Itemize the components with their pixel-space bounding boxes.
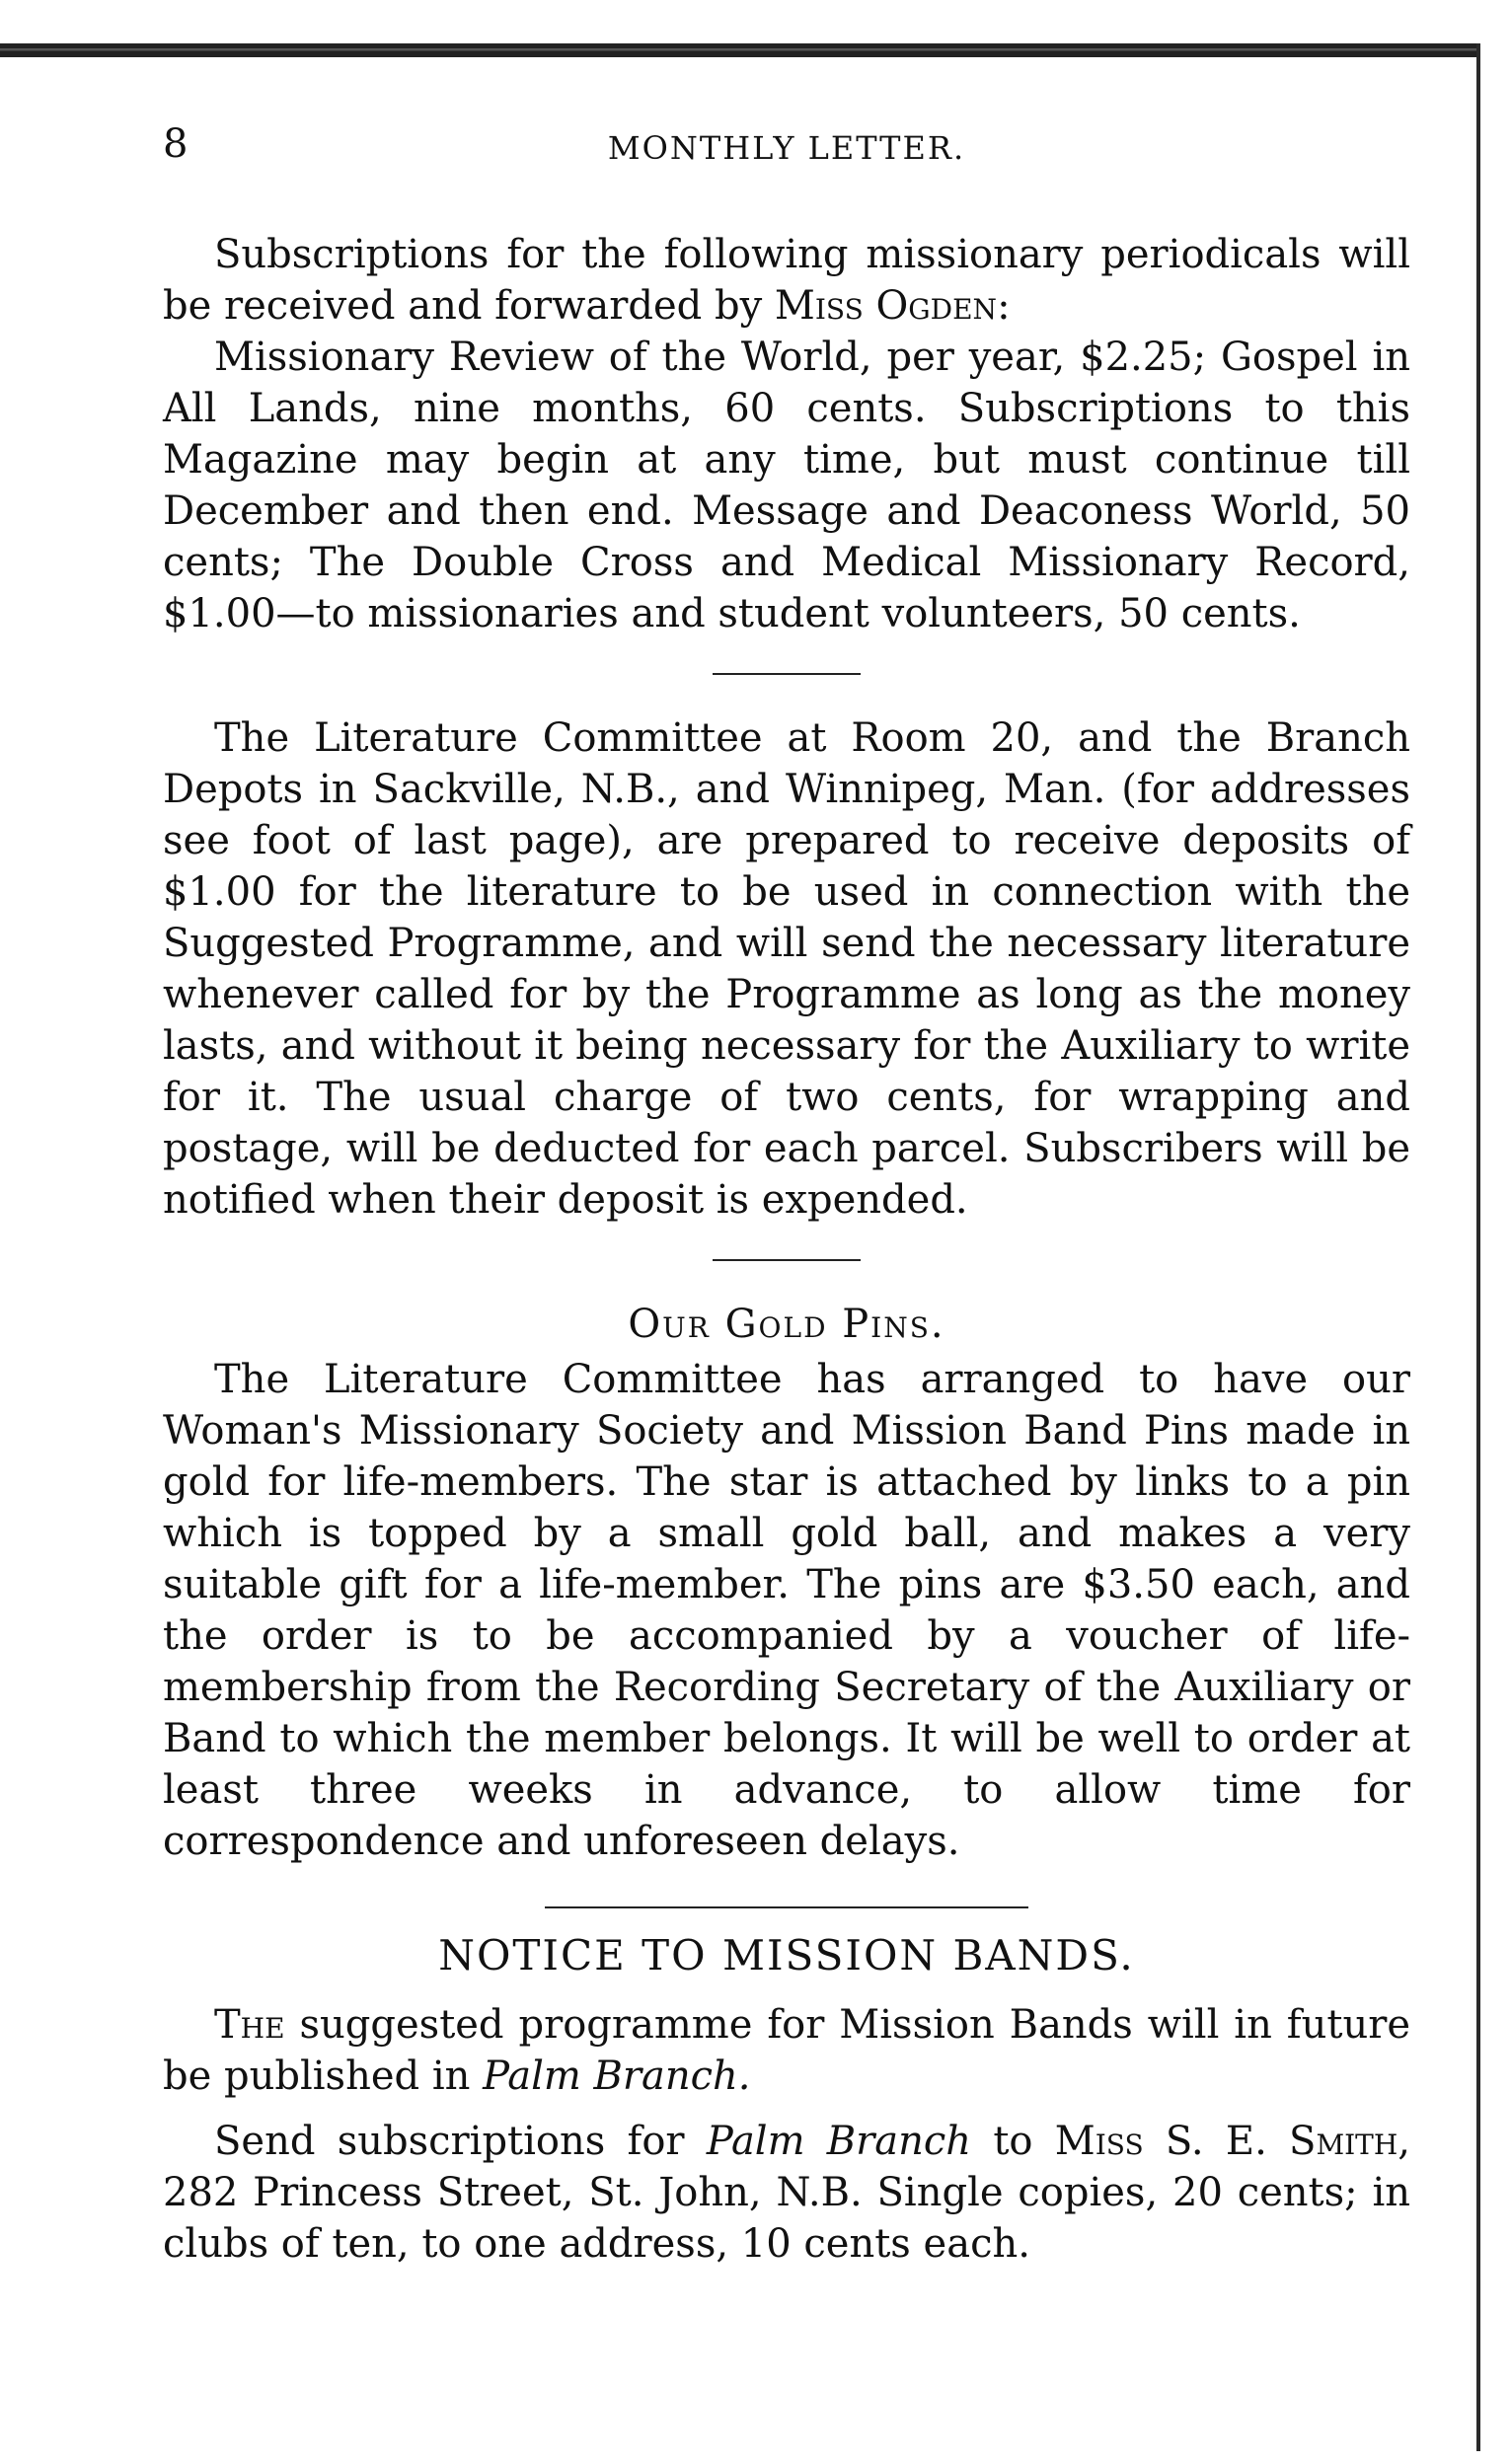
section-mission-bands-notice (163, 1930, 1410, 2270)
section-literature-committee (163, 712, 1410, 1226)
section-divider (713, 673, 861, 675)
paragraph-gold-pins: The Literature Committee has arranged to have our Woman's Missionary Society and Mission Band Pins made in gold for life-members. The star is attached by links to a pin which is topped by a small gold ball, and makes a very suitable gift for a life-member. The pins are $3.50 each, and the order is to be accompanied by a voucher of life-membership from the Recording Secretary of the Auxiliary or Band to which the member belongs. It will be well to order at least three weeks in advance, to allow time for correspondence and unforeseen delays. (163, 1357, 1410, 1864)
title-palm-branch: Palm Branch (706, 2119, 972, 2164)
paragraph-periodicals-list: Missionary Review of the World, per year, $2.25; Gospel in All Lands, nine months, 60 cents. Subscriptions to this Magazine may begin at any time, but must continue till December and then end. Message and Deaconess World, 50 cents; The Double Cross and Medical Missionary Record, $1.00—to missionaries and student volunteers, 50 cents. (163, 335, 1410, 636)
title-palm-branch: Palm Branch. (483, 2053, 751, 2099)
name-miss-smith: Miss S. E. Smith (1054, 2119, 1398, 2164)
section-divider-long (545, 1906, 1028, 1908)
paragraph-subscriptions-intro: Subscriptions for the following missionary periodicals will be received and forwarded by Miss Ogden: (163, 232, 1410, 329)
name-miss-ogden: Miss Ogden (774, 283, 998, 329)
page-body (163, 118, 1410, 2270)
section-periodicals (163, 229, 1410, 639)
paragraph-literature-deposits: The Literature Committee at Room 20, and the Branch Depots in Sackville, N.B., and Winnipeg, Man. (for addresses see foot of last page), are prepared to receive deposits of $1.00 for the literature to be used in connection with the Suggested Programme, and will send the necessary literature whenever called for by the Programme as long as the money lasts, and without it being necessary for the Auxiliary to write for it. The usual charge of two cents, for wrapping and postage, will be deducted for each parcel. Subscribers will be notified when their deposit is expended. (163, 715, 1410, 1223)
paragraph-palm-branch-subscriptions: Send subscriptions for Palm Branch to Miss S. E. Smith, 282 Princess Street, St. John, N.B. Single copies, 20 cents; in clubs of ten, to one address, 10 cents each. (163, 2119, 1410, 2267)
running-head: MONTHLY LETTER. (607, 129, 966, 167)
heading-notice-mission-bands: NOTICE TO MISSION BANDS. (438, 1931, 1135, 1979)
right-border-rule (1476, 43, 1480, 2451)
top-border-rule (0, 43, 1480, 57)
section-divider (713, 1259, 861, 1261)
paragraph-programme-notice: The suggested programme for Mission Bands will in future be published in Palm Branch. (163, 2002, 1410, 2099)
section-gold-pins (163, 1299, 1410, 1867)
page-number: 8 (163, 121, 189, 167)
heading-gold-pins: Our Gold Pins. (628, 1302, 945, 1347)
page-header (163, 118, 1410, 178)
